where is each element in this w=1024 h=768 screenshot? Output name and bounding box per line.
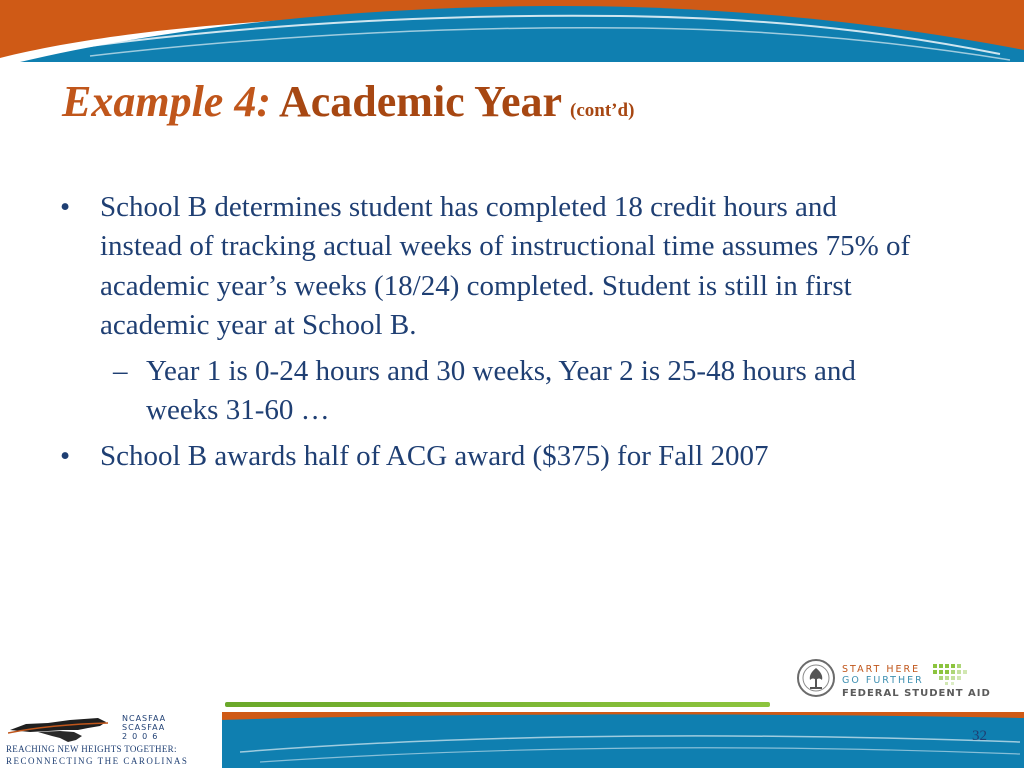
slide-title — [62, 77, 635, 126]
title-main: Academic Year — [278, 77, 563, 126]
fsa-tagline-start: START HERE — [842, 664, 921, 675]
page-number: 32 — [972, 728, 987, 744]
conference-year: 2006 — [122, 732, 163, 741]
bullet-text: School B awards half of ACG award ($375) for Fall 2007 — [100, 439, 769, 472]
bullet-text: School B determines student has completed 18 credit hours and instead of tracking actual weeks of instructional time assumes 75% of academic year’s weeks (18/24) completed. Student is still in first academic year at School B. — [100, 191, 911, 342]
bullet-marker: • — [60, 439, 71, 472]
slide-body — [58, 188, 918, 482]
conference-org-nc: NCASFAA — [122, 714, 167, 723]
sub-bullet-item — [58, 352, 918, 431]
fsa-tagline-go: GO FURTHER — [842, 675, 924, 686]
conference-tagline-1: REACHING NEW HEIGHTS TOGETHER: — [6, 744, 177, 754]
bullet-item — [58, 437, 918, 476]
conference-org-sc: SCASFAA — [122, 723, 166, 732]
fsa-dot-pattern-icon — [933, 664, 971, 686]
sub-bullet-text: Year 1 is 0-24 hours and 30 weeks, Year 2 is 25-48 hours and weeks 31-60 … — [146, 354, 856, 427]
carolinas-map-icon — [8, 714, 108, 744]
bullet-marker: • — [60, 191, 71, 223]
fsa-name: FEDERAL STUDENT AID — [842, 688, 991, 699]
title-example-label: Example 4: — [62, 77, 271, 126]
title-suffix: (cont’d) — [570, 100, 635, 121]
footer-divider — [225, 702, 770, 707]
education-seal-icon — [796, 658, 836, 698]
conference-tagline-2: RECONNECTING THE CAROLINAS — [6, 756, 189, 766]
top-banner — [0, 0, 1024, 62]
bullet-item — [58, 188, 918, 346]
federal-student-aid-logo — [796, 658, 996, 704]
conference-logo — [0, 712, 222, 768]
dash-marker: – — [113, 354, 128, 387]
bottom-banner — [220, 712, 1024, 768]
